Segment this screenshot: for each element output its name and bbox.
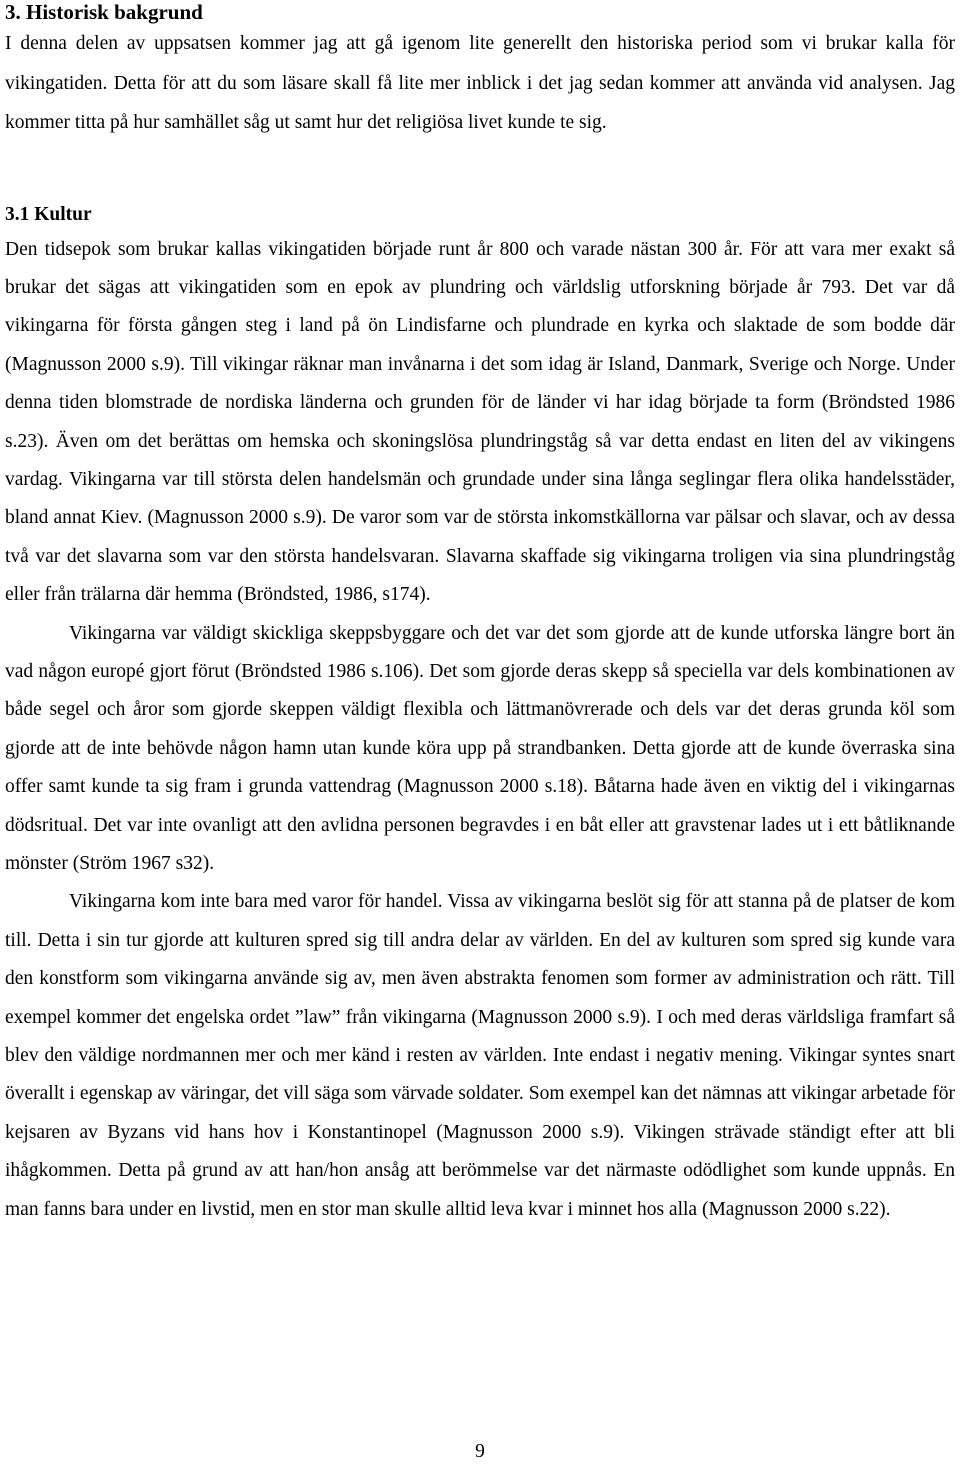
body-paragraph: Den tidsepok som brukar kallas vikingatiden började runt år 800 och varade nästan 300 år. För att vara mer exakt så brukar det sägas att vikingatiden som en epok av plundring och världslig utforskning började år 793. Det var då vikingarna för första gången steg i land på ön Lindisfarne och plundrade en kyrka och slaktade de som bodde där (Magnusson 2000 s.9). Till vikingar räknar man invånarna i det som idag är Island, Danmark, Sverige och Norge. Under denna tiden blomstrade de nordiska länderna och grunden för de länder vi har idag började ta form (Bröndsted 1986 s.23). Även om det berättas om hemska och skoningslösa plundringståg så var detta endast en liten del av vikingens vardag. Vikingarna var till största delen handelsmän och grundade under sina långa seglingar flera olika handelsstäder, bland annat Kiev. (Magnusson 2000 s.9). De varor som var de största inkomstkällorna var pälsar och slavar, och av dessa två var det slavarna som var den största handelsvaran. Slavarna skaffade sig vikingarna troligen via sina plundringståg eller från trälarna där hemma (Bröndsted, 1986, s174).	[5, 238, 955, 606]
document-page	[5, 0, 955, 1229]
spacer	[5, 143, 955, 202]
subsection-heading: 3.1 Kultur	[5, 203, 92, 225]
body-paragraph: Vikingarna var väldigt skickliga skeppsbyggare och det var det som gjorde att de kunde utforska längre bort än vad någon europé gjort förut (Bröndsted 1986 s.106). Det som gjorde deras skepp så speciella var dels kombinationen av både segel och åror som gjorde skeppen väldigt flexibla och lättmanövrerade och dels var det deras grunda köl som gjorde att de inte behövde någon hamn utan kunde köra upp på strandbanken. Detta gjorde att de kunde överraska sina offer samt kunde ta sig fram i grunda vattendrag (Magnusson 2000 s.18). Båtarna hade även en viktig del i vikingarnas dödsritual. Det var inte ovanligt att den avlidna personen begravdes i en båt eller att gravstenar lades ut i ett båtliknande mönster (Ström 1967 s32).	[5, 622, 955, 874]
section-heading: 3. Historisk bakgrund	[5, 0, 203, 24]
body-paragraph: Vikingarna kom inte bara med varor för handel. Vissa av vikingarna beslöt sig för att stanna på de platser de kom till. Detta i sin tur gjorde att kulturen spred sig till andra delar av världen. En del av kulturen som spred sig kunde vara den konstform som vikingarna använde sig av, men även abstrakta fenomen som former av administration och rätt. Till exempel kommer det engelska ordet ”law” från vikingarna (Magnusson 2000 s.9). I och med deras världsliga framfart så blev den väldige nordmannen mer och mer känd i resten av världen. Inte endast i negativ mening. Vikingar syntes snart överallt i egenskap av väringar, det vill säga som värvade soldater. Som exempel kan det nämnas att vikingar arbetade för kejsaren av Byzans vid hans hov i Konstantinopel (Magnusson 2000 s.9). Vikingen strävade ständigt efter att bli ihågkommen. Detta på grund av att han/hon ansåg att berömmelse var det närmaste odödlighet som kunde uppnås. En man fanns bara under en livstid, men en stor man skulle alltid leva kvar i minnet hos alla (Magnusson 2000 s.22).	[5, 891, 955, 1220]
page-number: 9	[475, 1441, 485, 1462]
section-intro-paragraph: I denna delen av uppsatsen kommer jag att gå igenom lite generellt den historiska period som vi brukar kalla för vikingatiden. Detta för att du som läsare skall få lite mer inblick i det jag sedan kommer att använda vid analysen. Jag kommer titta på hur samhället såg ut samt hur det religiösa livet kunde te sig.	[5, 33, 955, 133]
